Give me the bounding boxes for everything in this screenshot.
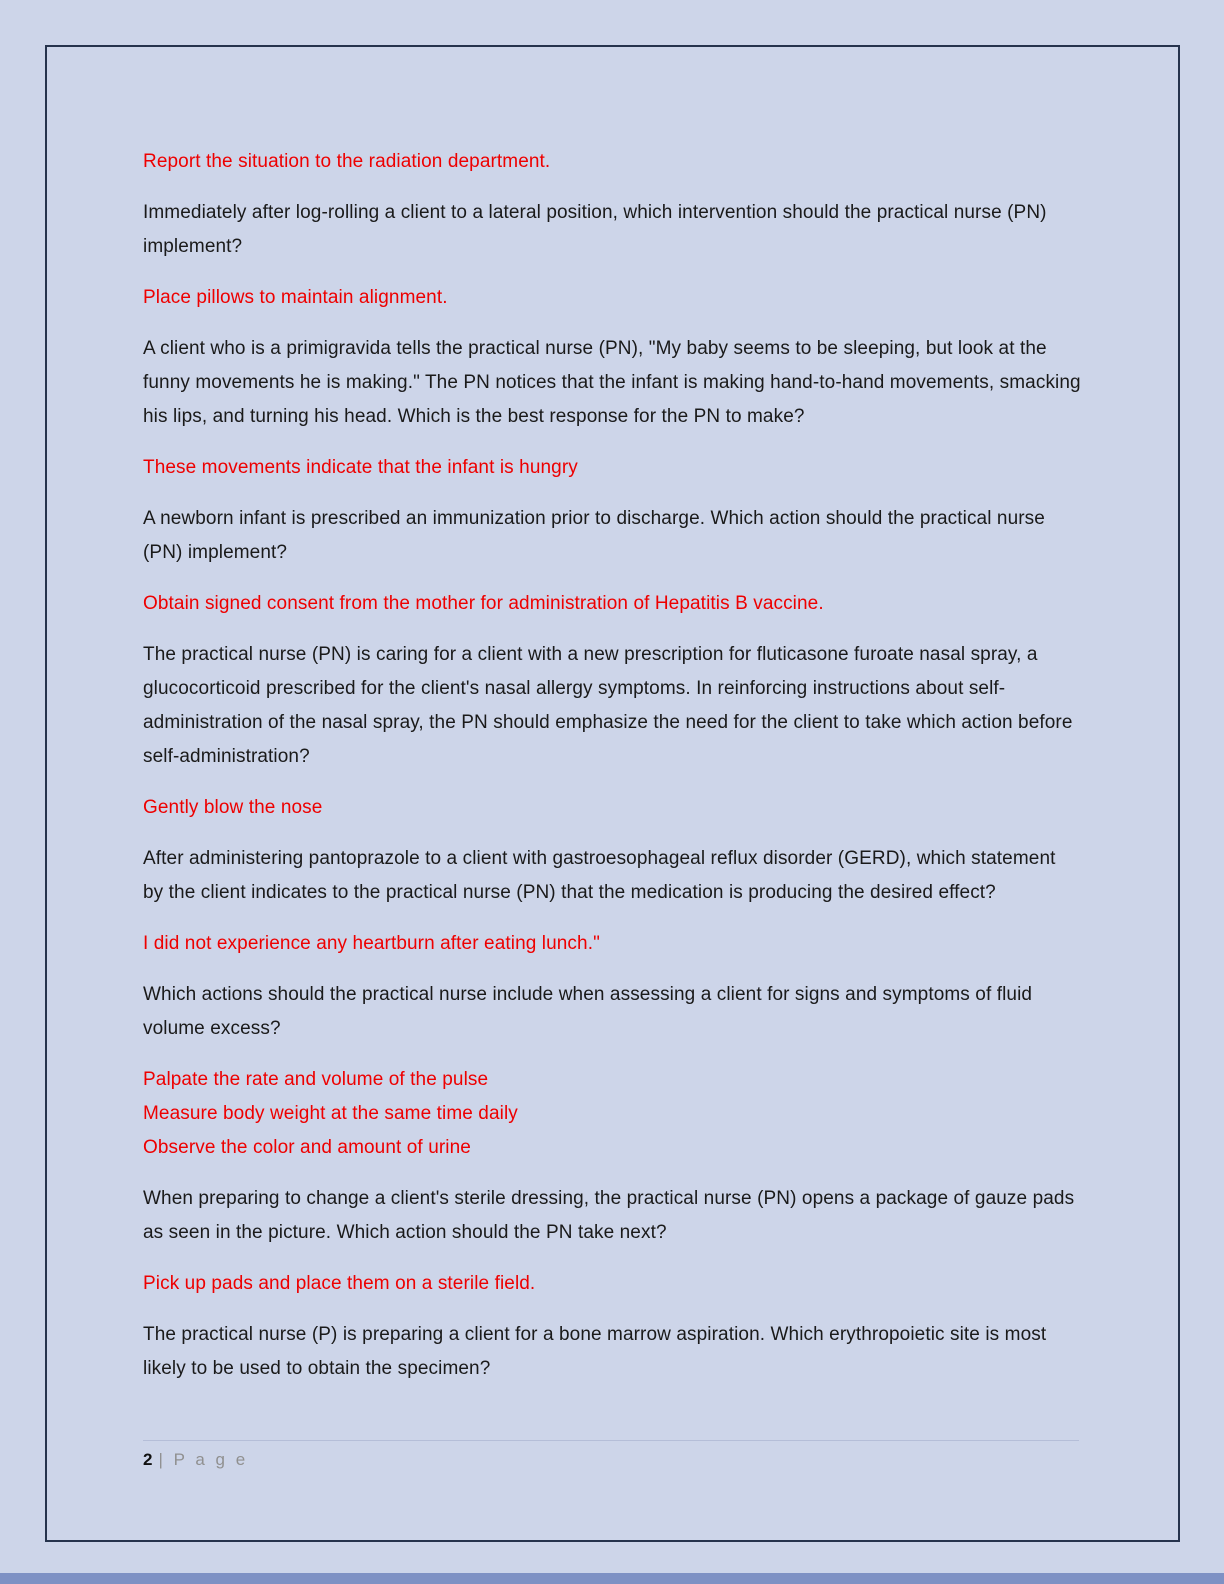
answer-text: Observe the color and amount of urine [143,1137,471,1158]
page-content [143,145,1081,1403]
answer-text: Obtain signed consent from the mother for administration of Hepatitis B vaccine. [143,593,824,614]
question-text: The practical nurse (P) is preparing a client for a bone marrow aspiration. Which erythropoietic site is most likely to be used to obtain the specimen? [143,1324,1047,1379]
page-footer [143,1440,1079,1470]
footer-label: | P a g e [158,1450,249,1469]
answer-text: Palpate the rate and volume of the pulse [143,1069,489,1090]
answer-text: Gently blow the nose [143,797,323,818]
page-border-frame [45,45,1180,1542]
question-text: A newborn infant is prescribed an immunization prior to discharge. Which action should the practical nurse (PN) implement? [143,508,1045,563]
question-text: A client who is a primigravida tells the practical nurse (PN), "My baby seems to be sleeping, but look at the funny movements he is making." The PN notices that the infant is making hand-to-hand movements, smacking his lips, and turning his head. Which is the best response for the PN to make? [143,338,1081,427]
answer-text: Measure body weight at the same time daily [143,1103,518,1124]
question-text: When preparing to change a client's sterile dressing, the practical nurse (PN) opens a package of gauze pads as seen in the picture. Which action should the PN take next? [143,1188,1075,1243]
page-number: 2 [143,1450,153,1469]
answer-text: Report the situation to the radiation department. [143,151,551,172]
answer-text: Place pillows to maintain alignment. [143,287,448,308]
question-text: After administering pantoprazole to a client with gastroesophageal reflux disorder (GERD), which statement by the client indicates to the practical nurse (PN) that the medication is producing the desired effect? [143,848,1056,903]
question-text: Which actions should the practical nurse include when assessing a client for signs and symptoms of fluid volume excess? [143,984,1033,1039]
question-text: The practical nurse (PN) is caring for a client with a new prescription for fluticasone furoate nasal spray, a glucocorticoid prescribed for the client's nasal allergy symptoms. In reinforcing instructions about self- administration of the nasal spray, the PN should emphasize the need for the client to take which action before self-administration? [143,644,1073,767]
answer-text: I did not experience any heartburn after eating lunch." [143,933,600,954]
answer-text: Pick up pads and place them on a sterile field. [143,1273,536,1294]
question-text: Immediately after log-rolling a client to a lateral position, which intervention should the practical nurse (PN) implement? [143,202,1047,257]
answer-text: These movements indicate that the infant is hungry [143,457,578,478]
next-page-edge [0,1573,1224,1584]
